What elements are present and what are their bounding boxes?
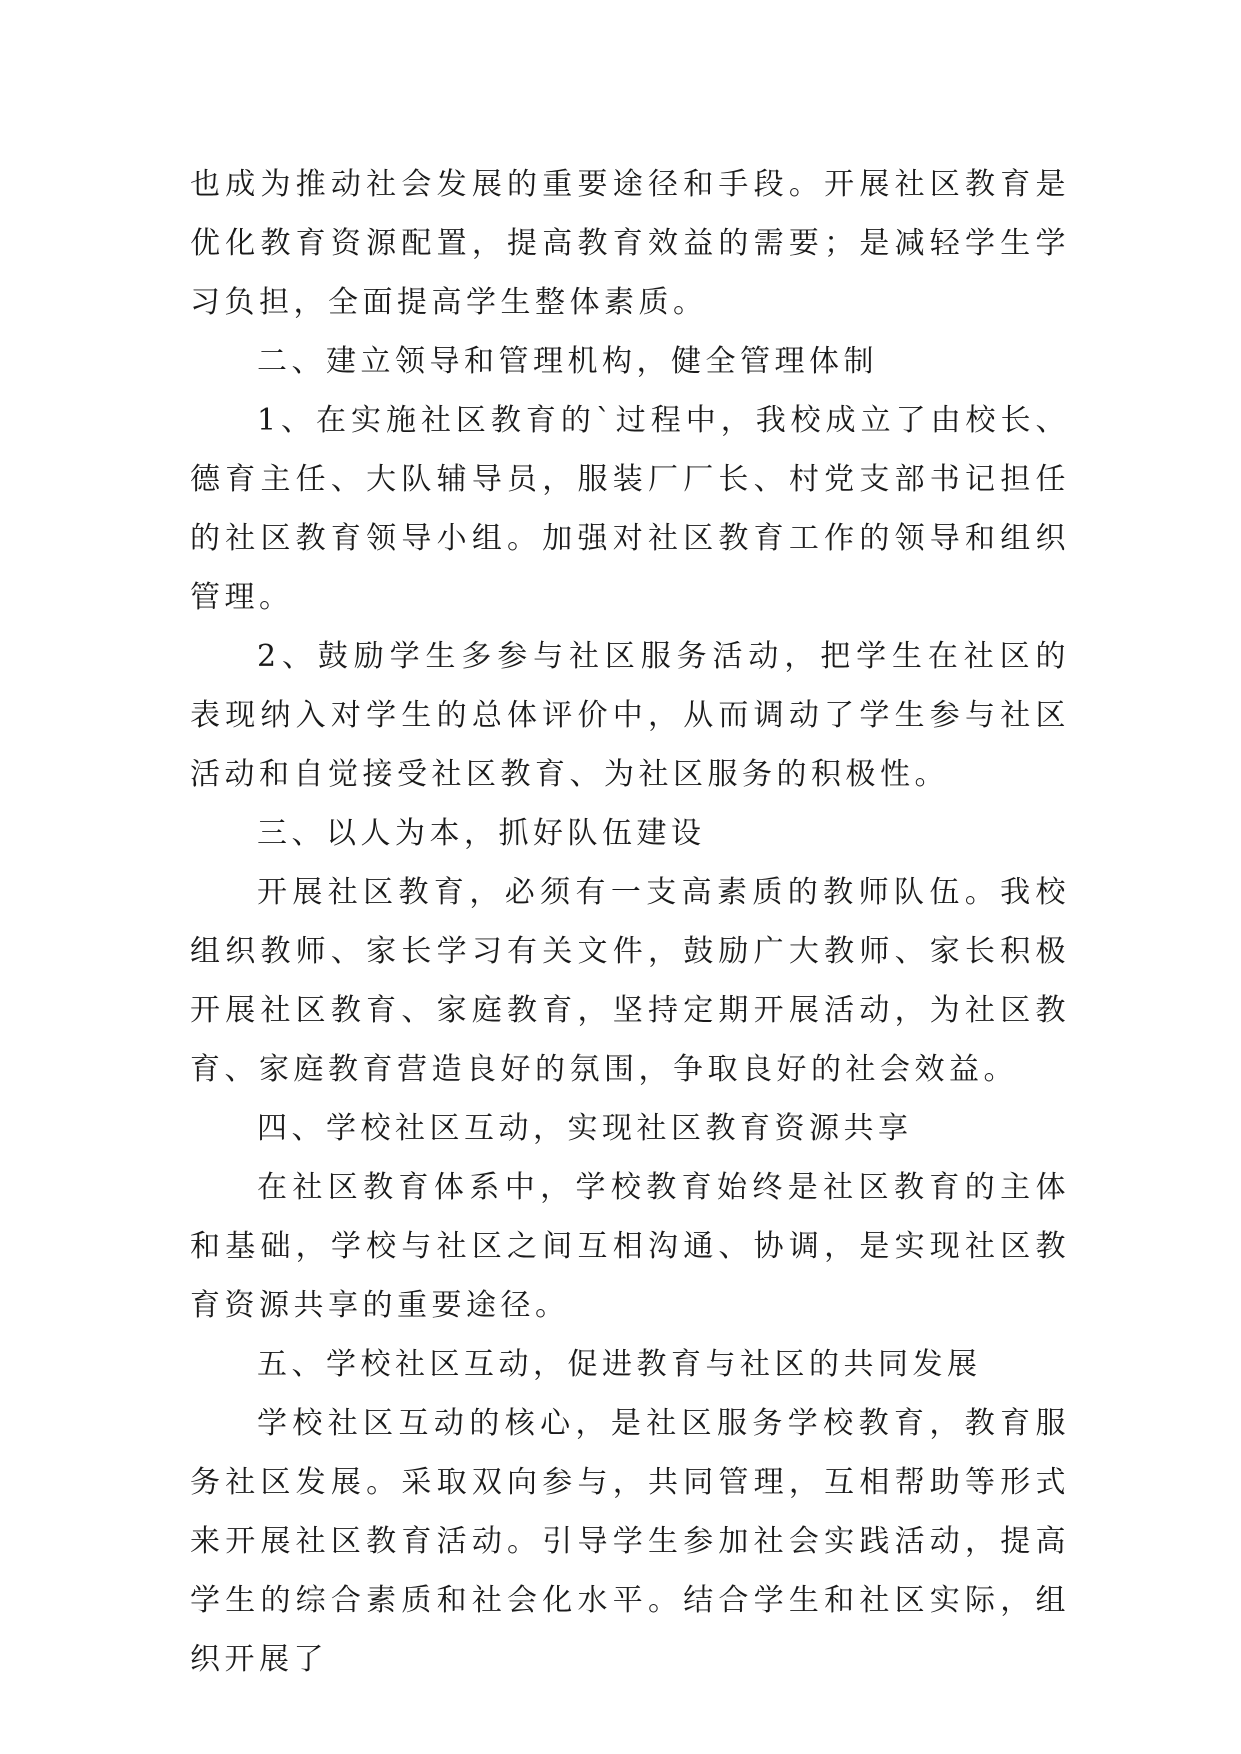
paragraph-team-building: 开展社区教育，必须有一支高素质的教师队伍。我校组织教师、家长学习有关文件，鼓励广大教师、家长积极开展社区教育、家庭教育，坚持定期开展活动，为社区教育、家庭教育营造良好的氛围，争取良好的社会效益。: [190, 875, 1070, 1087]
section-heading-4: 四、学校社区互动，实现社区教育资源共享: [257, 1111, 913, 1146]
paragraph-joint-development: 学校社区互动的核心，是社区服务学校教育，教育服务社区发展。采取双向参与，共同管理，互相帮助等形式来开展社区教育活动。引导学生参加社会实践活动，提高学生的综合素质和社会化水平。结合学生和社区实际，组织开展了: [190, 1406, 1070, 1677]
paragraph-1: 也成为推动社会发展的重要途径和手段。开展社区教育是优化教育资源配置，提高教育效益的需要；是减轻学生学习负担，全面提高学生整体素质。: [190, 167, 1070, 320]
document-body: [190, 155, 1070, 1689]
section-heading-2: 二、建立领导和管理机构，健全管理体制: [257, 344, 878, 379]
section-heading-3: 三、以人为本，抓好队伍建设: [257, 816, 706, 851]
paragraph-item-2: 2、鼓励学生多参与社区服务活动，把学生在社区的表现纳入对学生的总体评价中，从而调动了学生参与社区活动和自觉接受社区教育、为社区服务的积极性。: [190, 639, 1070, 792]
section-heading-5: 五、学校社区互动，促进教育与社区的共同发展: [257, 1347, 982, 1382]
paragraph-item-1: 1、在实施社区教育的`过程中，我校成立了由校长、德育主任、大队辅导员，服装厂厂长、村党支部书记担任的社区教育领导小组。加强对社区教育工作的领导和组织管理。: [190, 403, 1070, 615]
paragraph-resource-sharing: 在社区教育体系中，学校教育始终是社区教育的主体和基础，学校与社区之间互相沟通、协调，是实现社区教育资源共享的重要途径。: [190, 1170, 1070, 1323]
